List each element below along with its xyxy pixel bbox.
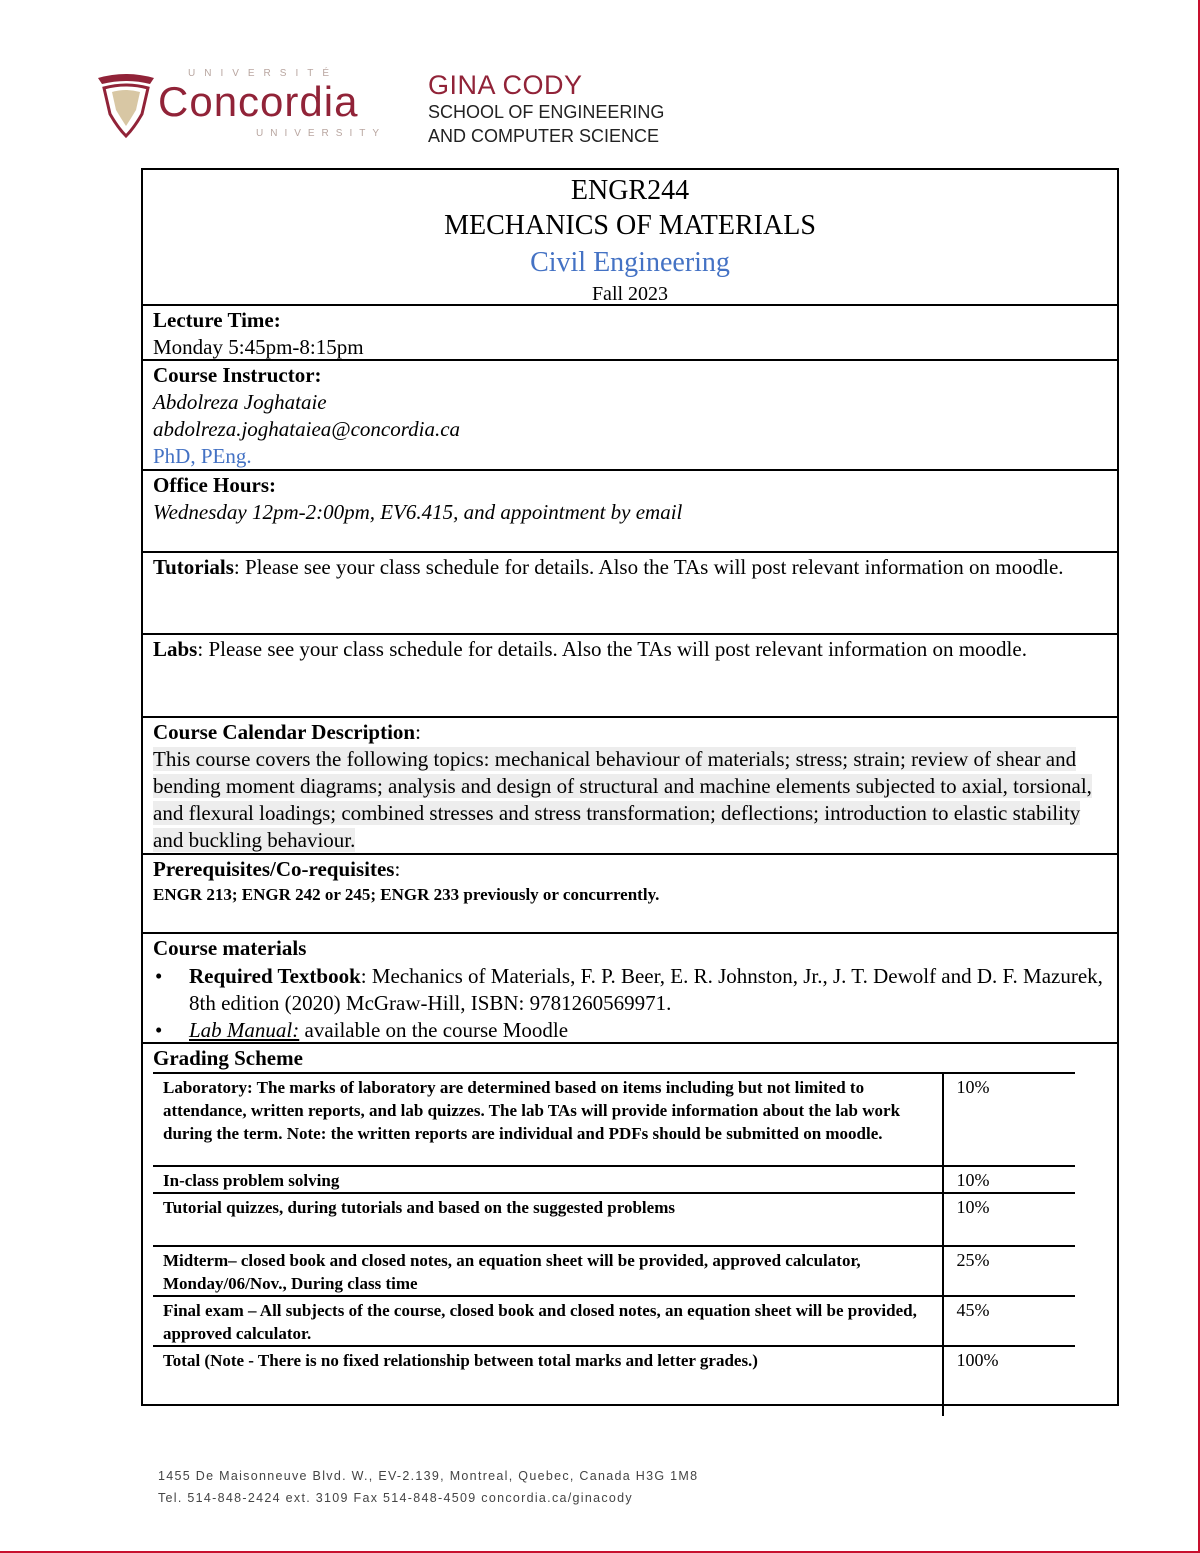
- grading-item: Tutorial quizzes, during tutorials and based on the suggested problems: [153, 1193, 943, 1246]
- shield-icon: [96, 70, 156, 140]
- grading-item: In-class problem solving: [153, 1166, 943, 1193]
- course-title-block: [143, 170, 1117, 306]
- calendar-description-section: [143, 718, 1117, 855]
- instructor-email[interactable]: abdolreza.joghataiea@concordia.ca: [153, 417, 461, 441]
- table-row: [153, 1346, 1075, 1416]
- prerequisites-label: Prerequisites/Co-requisites: [153, 857, 395, 881]
- grading-weight: 10%: [943, 1193, 1075, 1246]
- grading-weight: 25%: [943, 1246, 1075, 1296]
- grading-weight: 100%: [943, 1346, 1075, 1416]
- lecture-time-label: Lecture Time:: [153, 308, 281, 332]
- footer-address: 1455 De Maisonneuve Blvd. W., EV-2.139, Montreal, Quebec, Canada H3G 1M8: [158, 1469, 699, 1483]
- course-materials-list: [153, 963, 1107, 1044]
- school-line-3: AND COMPUTER SCIENCE: [428, 126, 660, 146]
- list-item: [189, 1017, 1107, 1044]
- logo-universite: UNIVERSITÉ: [188, 68, 339, 79]
- course-department: Civil Engineering: [530, 247, 730, 278]
- tutorials-label: Tutorials: [153, 555, 234, 579]
- textbook-details: : Mechanics of Materials, F. P. Beer, E. R. Johnston, Jr., J. T. Dewolf and D. F. Mazurek, 8th edition (2020) McGraw-Hill, ISBN: 9781260569971.: [189, 964, 1103, 1015]
- table-row: [153, 1073, 1075, 1166]
- grading-item: Total (Note - There is no fixed relationship between total marks and letter grades.): [153, 1346, 943, 1416]
- calendar-description-label: Course Calendar Description: [153, 720, 416, 744]
- instructor-label: Course Instructor:: [153, 363, 322, 387]
- grading-scheme-section: [143, 1044, 1117, 1404]
- prerequisites-value: ENGR 213; ENGR 242 or 245; ENGR 233 previously or concurrently.: [153, 885, 660, 904]
- grading-weight: 10%: [943, 1073, 1075, 1166]
- calendar-description-text: This course covers the following topics: mechanical behaviour of materials; stress; strain; review of shear and bending moment diagrams; analysis and design of structural and machine elements subjected to axial, torsional, and flexural loadings; combined stresses and stress transformation; deflections; introduction to elastic stability and buckling behaviour.: [153, 747, 1092, 852]
- logo-university: UNIVERSITY: [256, 128, 387, 139]
- table-row: [153, 1296, 1075, 1346]
- course-materials-section: [143, 934, 1117, 1044]
- list-item: [189, 963, 1107, 1017]
- table-row: [153, 1246, 1075, 1296]
- concordia-logo: [96, 66, 396, 146]
- grading-weight: 10%: [943, 1166, 1075, 1193]
- labs-section: [143, 635, 1117, 718]
- instructor-credentials: PhD, PEng.: [153, 444, 252, 468]
- labs-label: Labs: [153, 637, 198, 661]
- lecture-time-section: [143, 306, 1117, 361]
- course-outline-table: [141, 168, 1119, 1406]
- calendar-description-colon: :: [415, 720, 421, 744]
- office-hours-label: Office Hours:: [153, 473, 277, 497]
- footer: [158, 1465, 698, 1509]
- prerequisites-colon: :: [394, 857, 401, 881]
- prerequisites-section: [143, 855, 1117, 934]
- office-hours-section: [143, 471, 1117, 553]
- grading-item: Final exam – All subjects of the course, closed book and closed notes, an equation sheet will be provided, approved calculator.: [153, 1296, 943, 1346]
- textbook-label: Required Textbook: [189, 964, 361, 988]
- table-row: [153, 1166, 1075, 1193]
- grading-item: Midterm– closed book and closed notes, an equation sheet will be provided, approved calculator, Monday/06/Nov., During class time: [153, 1246, 943, 1296]
- grading-table: [153, 1072, 1075, 1416]
- course-term: Fall 2023: [591, 283, 669, 305]
- office-hours-value: Wednesday 12pm-2:00pm, EV6.415, and appointment by email: [153, 500, 683, 524]
- footer-contact: Tel. 514-848-2424 ext. 3109 Fax 514-848-4509 concordia.ca/ginacody: [158, 1491, 633, 1505]
- school-name-main: GINA CODY: [428, 70, 583, 100]
- lecture-time-value: Monday 5:45pm-8:15pm: [153, 335, 364, 359]
- grading-item: Laboratory: The marks of laboratory are determined based on items including but not limited to attendance, written reports, and lab quizzes. The lab TAs will provide information about the lab work during the term. Note: the written reports are individual and PDFs should be submitted on moodle.: [153, 1073, 943, 1166]
- course-materials-label: Course materials: [153, 936, 307, 960]
- lab-manual-label: Lab Manual:: [189, 1018, 300, 1042]
- logo-wordmark: Concordia: [158, 78, 359, 125]
- course-code: ENGR244: [570, 175, 690, 206]
- lab-manual-details: available on the course Moodle: [299, 1018, 569, 1042]
- tutorials-value: : Please see your class schedule for details. Also the TAs will post relevant information on moodle.: [233, 555, 1064, 579]
- course-title: MECHANICS OF MATERIALS: [444, 210, 816, 241]
- school-name: [428, 70, 664, 148]
- table-row: [153, 1193, 1075, 1246]
- labs-value: : Please see your class schedule for details. Also the TAs will post relevant information on moodle.: [197, 637, 1027, 661]
- tutorials-section: [143, 553, 1117, 635]
- school-line-2: SCHOOL OF ENGINEERING: [428, 102, 665, 122]
- grading-weight: 45%: [943, 1296, 1075, 1346]
- instructor-name: Abdolreza Joghataie: [153, 390, 327, 414]
- grading-scheme-label: Grading Scheme: [153, 1046, 303, 1070]
- instructor-section: [143, 361, 1117, 471]
